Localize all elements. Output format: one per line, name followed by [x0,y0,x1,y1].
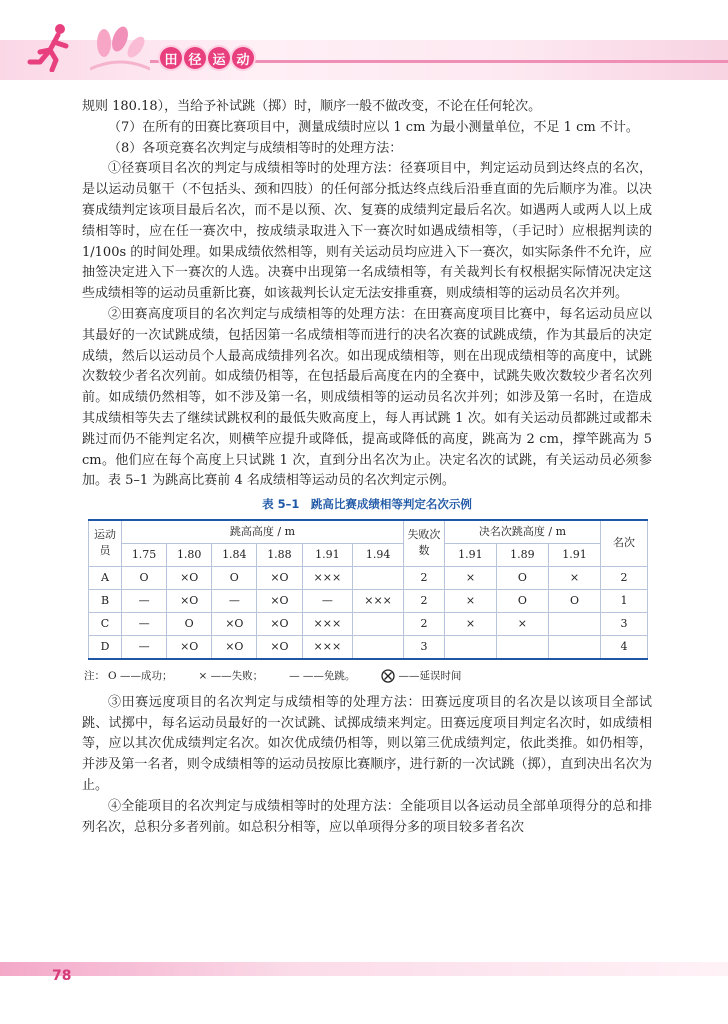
height-cell: 1.94 [353,543,404,566]
rank-cell: 1 [601,589,648,612]
jumpoff-cell [444,635,496,659]
table-note [84,666,652,687]
note-success: O ——成功； [108,669,173,682]
page-header [0,0,728,92]
height-cell: 1.88 [257,543,302,566]
result-cell: ×O [167,635,212,659]
result-cell: O [212,566,257,589]
rank-header: 名次 [601,520,648,567]
note-fail: × ——失败； [198,669,264,682]
jumpoff-cell: × [444,566,496,589]
athlete-cell: C [89,612,122,635]
paragraph: （7）在所有的田赛比赛项目中，测量成绩时应以 1 cm 为最小测量单位，不足 1 cm 不计。 [108,119,639,135]
fail-header: 失败次数 [403,520,444,567]
result-cell: ×O [167,566,212,589]
result-cell: O [122,566,167,589]
badge-char: 动 [232,47,254,69]
jumpoff-cell: × [496,612,548,635]
fails-cell: 3 [403,635,444,659]
result-cell: — [122,589,167,612]
result-cell: ×O [212,635,257,659]
fails-cell: 2 [403,612,444,635]
jumpoff-cell: O [496,589,548,612]
jumpoff-height-cell: 1.89 [496,543,548,566]
result-cell: ××× [302,566,353,589]
jumpoff-cell [496,635,548,659]
result-cell [353,612,404,635]
result-cell: ×O [257,589,302,612]
table-row [89,566,648,589]
athlete-header: 运动员 [89,520,122,567]
athlete-cell: D [89,635,122,659]
paragraph: （8）各项竞赛名次判定与成绩相等时的处理方法： [108,140,403,156]
result-cell [353,635,404,659]
note-skip: — ——免跳。 [289,669,356,682]
jumpoff-height-cell: 1.91 [444,543,496,566]
height-cell: 1.75 [122,543,167,566]
height-cell: 1.84 [212,543,257,566]
ranking-table [88,519,648,660]
badge-char: 径 [184,47,206,69]
jumpoff-cell: × [444,612,496,635]
result-cell: — [122,612,167,635]
result-cell: ××× [302,612,353,635]
circled-x-icon [381,669,395,683]
result-cell: ×O [212,612,257,635]
chapter-badge [160,47,254,69]
jumpoff-cell: × [444,589,496,612]
table-row [89,635,648,659]
jumpoff-cell: × [548,566,600,589]
result-cell [353,566,404,589]
paragraph: ②田赛高度项目的名次判定与成绩相等的处理方法：在田赛高度项目比赛中，每名运动员应以其最好的一次试跳成绩，包括因第一名成绩相等而进行的决名次赛的试跳成绩，作为其最后的决定成绩，然后以运动员个人最高成绩排列名次。如出现成绩相等，则在出现成绩相等的高度中，试跳次数较少者名次列前。如成绩仍相等，在包括最后高度在内的全赛中，试跳失败次数较少者名次列前。如成绩仍然相等，如不涉及第一名，则成绩相等的运动员名次并列；如涉及第一名时，在造成其成绩相等失去了继续试跳权利的最低失败高度上，每人再试跳 1 次。如有关运动员都跳过或都未跳过而仍不能判定名次，则横竿应提升或降低，提高或降低的高度，跳高为 2 cm，撑竿跳高为 5 cm。他们应在每个高度上只试跳 1 次，直到分出名次为止。决定名次的试跳，有关运动员必须参加。表 5–1 为跳高比赛前 4 名成绩相等运动员的名次判定示例。 [82,306,652,489]
runner-icon [26,22,82,72]
result-cell: — [122,635,167,659]
height-cell: 1.91 [302,543,353,566]
jumpoff-header: 决名次跳高度 / m [444,520,600,544]
jumpoff-cell: O [496,566,548,589]
fails-cell: 2 [403,566,444,589]
result-cell: ××× [302,635,353,659]
note-prefix: 注： [84,669,105,682]
result-cell: — [302,589,353,612]
result-cell: ×O [257,566,302,589]
jumpoff-cell [548,635,600,659]
rank-cell: 4 [601,635,648,659]
rank-cell: 2 [601,566,648,589]
page-content [82,97,652,838]
athlete-cell: B [89,589,122,612]
result-cell: ×O [257,635,302,659]
table-row [89,589,648,612]
result-cell: — [212,589,257,612]
jumpoff-height-cell: 1.91 [548,543,600,566]
result-cell: ×O [257,612,302,635]
jumpoff-cell: O [548,589,600,612]
result-cell: O [167,612,212,635]
flower-icon [90,25,150,71]
rank-cell: 3 [601,612,648,635]
badge-char: 运 [208,47,230,69]
paragraph: 规则 180.18），当给予补试跳（掷）时，顺序一般不做改变，不论在任何轮次。 [82,99,542,114]
paragraph: ①径赛项目名次的判定与成绩相等时的处理方法：径赛项目中，判定运动员到达终点的名次，是以运动员躯干（不包括头、颈和四肢）的任何部分抵达终点线后沿垂直面的先后顺序为准。以决赛成绩判定该项目最后名次，而不是以预、次、复赛的成绩判定最后名次。如遇两人或两人以上成绩相等时，应在任一赛次中，按成绩录取进入下一赛次时如遇成绩相等，（手记时）应根据判读的 1/100s 的时间处理。如果成绩依然相等，则有关运动员均应进入下一赛次，如实际条件不允许，应抽签决定进入下一赛次的人选。决赛中出现第一名成绩相等，有关裁判长有权根据实际情况决定这些成绩相等的运动员重新比赛，如该裁判长认定无法安排重赛，则成绩相等的运动员名次并列。 [82,161,652,302]
height-header: 跳高高度 / m [122,520,404,544]
fails-cell: 2 [403,589,444,612]
table-row [89,612,648,635]
page-number: 78 [52,968,72,984]
result-cell: ×O [167,589,212,612]
jumpoff-cell [548,612,600,635]
badge-char: 田 [160,47,182,69]
paragraph: ③田赛远度项目的名次判定与成绩相等的处理方法：田赛远度项目的名次是以该项目全部试跳、试掷中，每名运动员最好的一次试跳、试掷成绩来判定。田赛远度项目判定名次时，如成绩相等，应以其次优成绩判定名次。如次优成绩仍相等，则以第三优成绩判定，依此类推。如仍相等，并涉及第一名者，则令成绩相等的运动员按原比赛顺序，进行新的一次试跳（掷），直到决出名次为止。 [82,694,652,793]
result-cell: ××× [353,589,404,612]
athlete-cell: A [89,566,122,589]
paragraph: ④全能项目的名次判定与成绩相等时的处理方法：全能项目以各运动员全部单项得分的总和排列名次，总积分多者列前。如总积分相等，应以单项得分多的项目较多者名次 [82,798,652,835]
height-cell: 1.80 [167,543,212,566]
note-delay: ——延误时间 [398,669,462,682]
footer-bar [0,962,728,976]
table-caption: 表 5–1 跳高比赛成绩相等判定名次示例 [262,497,472,512]
